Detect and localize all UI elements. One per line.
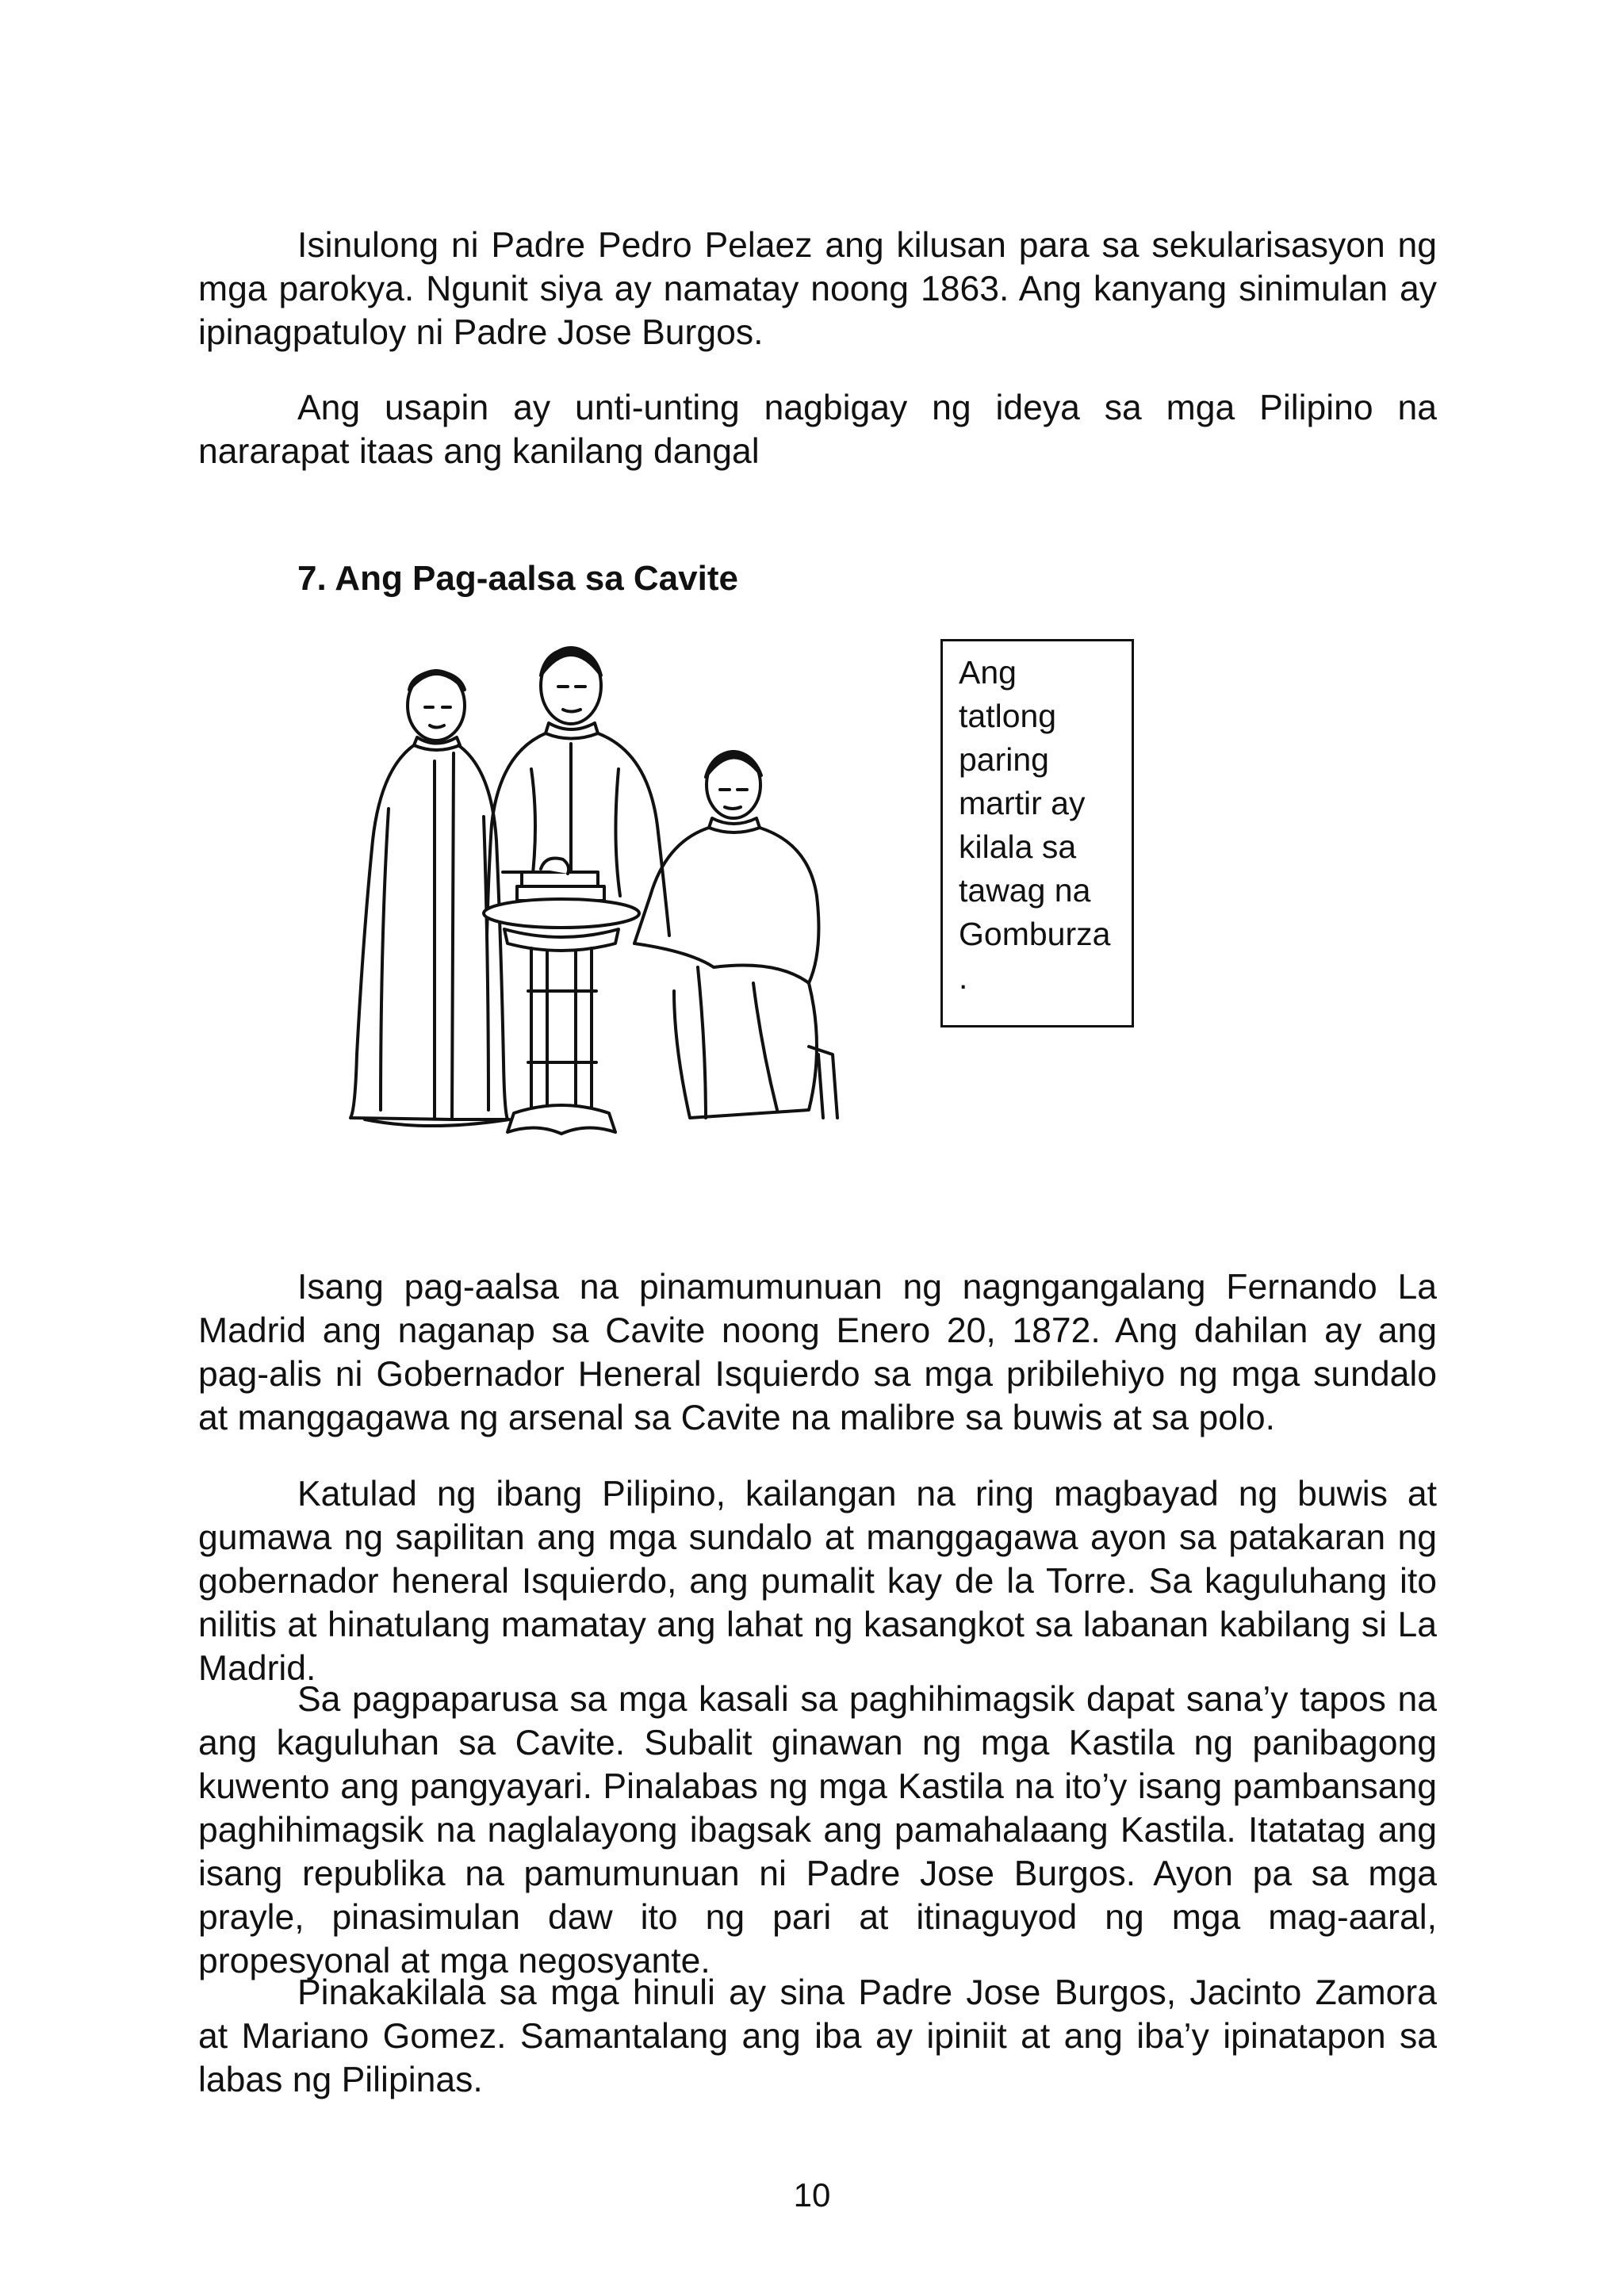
paragraph-katulad: Katulad ng ibang Pilipino, kailangan na ring magbayad ng buwis at gumawa ng sapilitan ang mga sundalo at manggagawa ayon sa patakaran ng gobernador heneral Isquierdo, ang pumalit kay de la Torre. Sa kaguluhang ito nilitis at hinatulang mamatay ang lahat ng kasangkot sa labanan kabilang si La Madrid.: [198, 1475, 1437, 1688]
section-heading: 7. Ang Pag-aalsa sa Cavite: [297, 559, 738, 598]
table-with-books: [484, 859, 639, 1135]
paragraph-pag-aalsa: Isang pag-aalsa na pinamumunuan ng nagngangalang Fernando La Madrid ang naganap sa Cavite noong Enero 20, 1872. Ang dahilan ay ang pag-alis ni Gobernador Heneral Isquierdo sa mga pribilehiyo ng mga sundalo at manggagawa ng arsenal sa Cavite na malibre sa buwis at sa polo.: [198, 1268, 1437, 1437]
caption-line: martir ay: [959, 785, 1086, 821]
page-number: 10: [793, 2176, 831, 2214]
caption-line: kilala sa: [959, 828, 1077, 865]
paragraph-pinakakilala: Pinakakilala sa mga hinuli ay sina Padre Jose Burgos, Jacinto Zamora at Mariano Gomez. Samantalang ang iba ay ipiniit at ang iba’y ipinatapon sa labas ng Pilipinas.: [198, 1973, 1437, 2099]
gomburza-illustration: [333, 634, 872, 1173]
paragraph-pelaez: Isinulong ni Padre Pedro Pelaez ang kilusan para sa sekularisasyon ng mga parokya. Ngunit siya ay namatay noong 1863. Ang kanyang sinimulan ay ipinagpatuloy ni Padre Jose Burgos.: [198, 226, 1437, 352]
priest-left-figure: [350, 671, 509, 1126]
caption-line: tawag na: [959, 872, 1091, 909]
caption-box: [940, 639, 1134, 1027]
caption-line: paring: [959, 741, 1049, 778]
caption-line: .: [959, 959, 968, 996]
priest-seated-figure: [634, 752, 837, 1118]
caption-line: tatlong: [959, 698, 1057, 734]
paragraph-usapin: Ang usapin ay unti-unting nagbigay ng ideya sa mga Pilipino na nararapat itaas ang kanilang dangal: [198, 388, 1437, 471]
caption-line: Gomburza: [959, 916, 1111, 952]
caption-line: Ang: [959, 654, 1017, 691]
paragraph-pagpaparusa: Sa pagpaparusa sa mga kasali sa paghihimagsik dapat sana’y tapos na ang kaguluhan sa Cavite. Subalit ginawan ng mga Kastila ng panibagong kuwento ang pangyayari. Pinalabas ng mga Kastila na ito’y isang pambansang paghihimagsik na naglalayong ibagsak ang pamahalaang Kastila. Itatatag ang isang republika na pamumunuan ni Padre Jose Burgos. Ayon pa sa mga prayle, pinasimulan daw ito ng pari at itinaguyod ng mga mag-aaral, propesyonal at mga negosyante.: [198, 1680, 1437, 1980]
